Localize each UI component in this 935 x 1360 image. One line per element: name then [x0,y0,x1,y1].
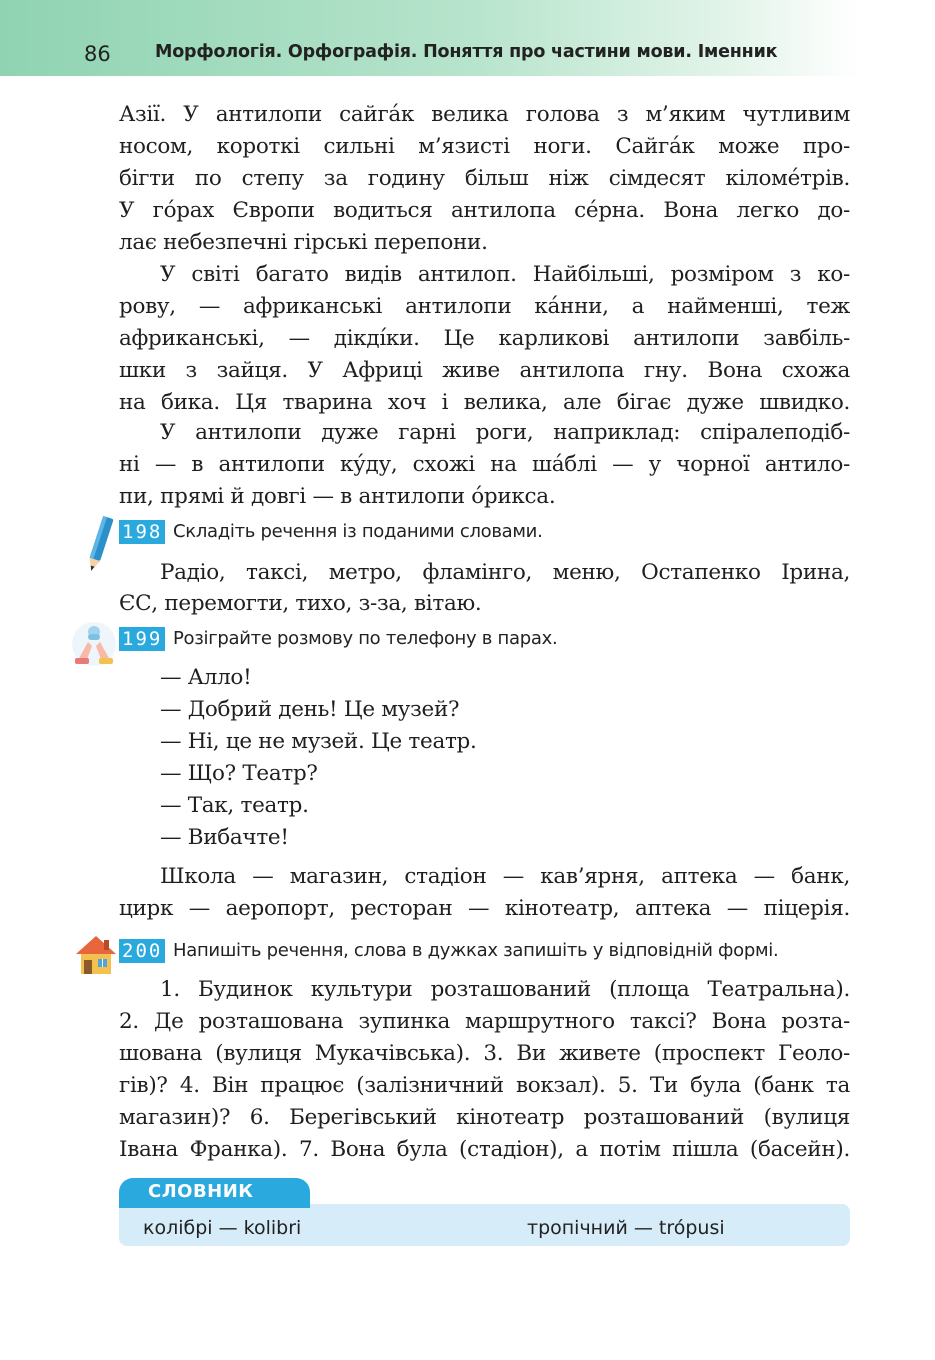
text-line: Радіо, таксі, метро, фламінго, меню, Остапенко Ірина, [160,560,850,585]
text-line: носом, короткі сильні м’язисті ноги. Сайга́к може про- [119,134,850,159]
text-line: лає небезпечні гірські перепони. [119,230,488,255]
text-line: ЄС, перемогти, тихо, з-за, вітаю. [119,591,482,616]
text-line: рову, — африканські антилопи ка́нни, а найменші, теж [119,294,850,319]
text-line: Івана Франка). 7. Вона була (стадіон), а потім пішла (басейн). [119,1137,850,1162]
dialogue-line: — Що? Театр? [160,761,318,786]
text-line: магазин)? 6. Берегівський кінотеатр розташований (вулиця [119,1105,850,1130]
text-line: Школа — магазин, стадіон — кав’ярня, аптека — банк, [160,864,850,889]
text-line: бігти по степу за годину більш ніж сімдесят кіломе́трів. [119,166,850,191]
page-number: 86 [84,42,111,66]
text-line: африканські, — дікді́ки. Це карликові антилопи завбіль- [119,326,850,351]
text-line: Азії. У антилопи сайга́к велика голова з м’яким чутливим [119,102,850,127]
dialogue-line: — Добрий день! Це музей? [160,697,460,722]
task-number-badge: 200 [119,939,165,963]
dialogue-line: — Алло! [160,665,252,690]
text-line: пи, прямі й довгі — в антилопи о́рикса. [119,484,556,509]
dialogue-line: — Ні, це не музей. Це театр. [160,729,477,754]
text-line: цирк — аеропорт, ресторан — кінотеатр, аптека — піцерія. [119,896,850,921]
page-header [0,0,860,76]
house-icon [74,934,118,976]
running-title: Морфологія. Орфографія. Поняття про частини мови. Іменник [155,42,778,62]
text-line: 2. Де розташована зупинка маршрутного таксі? Вона розта- [119,1009,850,1034]
text-line: У світі багато видів антилоп. Найбільші, розміром з ко- [160,262,850,287]
dialogue-line: — Так, театр. [160,793,309,818]
task-number-badge: 198 [119,520,165,544]
text-line: У го́рах Європи водиться антилопа се́рна. Вона легко до- [119,198,850,223]
dictionary-entry: тропічний — trópusi [527,1217,725,1239]
text-line: ні — в антилопи ку́ду, схожі на ша́блі — у чорної антило- [119,452,850,477]
pencil-icon [84,514,114,576]
text-line: на бика. Ця тварина хоч і велика, але бігає дуже швидко. [119,390,850,415]
dialogue-line: — Вибачте! [160,825,289,850]
task-instruction: Розіграйте розмову по телефону в парах. [173,628,558,649]
dictionary-tab [119,1178,310,1208]
text-line: 1. Будинок культури розташований (площа Театральна). [160,977,850,1002]
pair-hands-icon [70,620,118,668]
text-line: шки з зайця. У Африці живе антилопа гну. Вона схожа [119,358,850,383]
dictionary-title: СЛОВНИК [148,1181,254,1202]
text-line: шована (вулиця Мукачівська). 3. Ви живете (проспект Геоло- [119,1041,850,1066]
text-line: гів)? 4. Він працює (залізничний вокзал). 5. Ти була (банк та [119,1073,850,1098]
task-number-badge: 199 [119,627,165,651]
task-instruction: Напишіть речення, слова в дужках запишіть у відповідній формі. [173,940,779,961]
task-instruction: Складіть речення із поданими словами. [173,521,543,542]
dictionary-entry: колібрі — kolibri [143,1217,302,1239]
text-line: У антилопи дуже гарні роги, наприклад: спіралеподіб- [160,420,850,445]
